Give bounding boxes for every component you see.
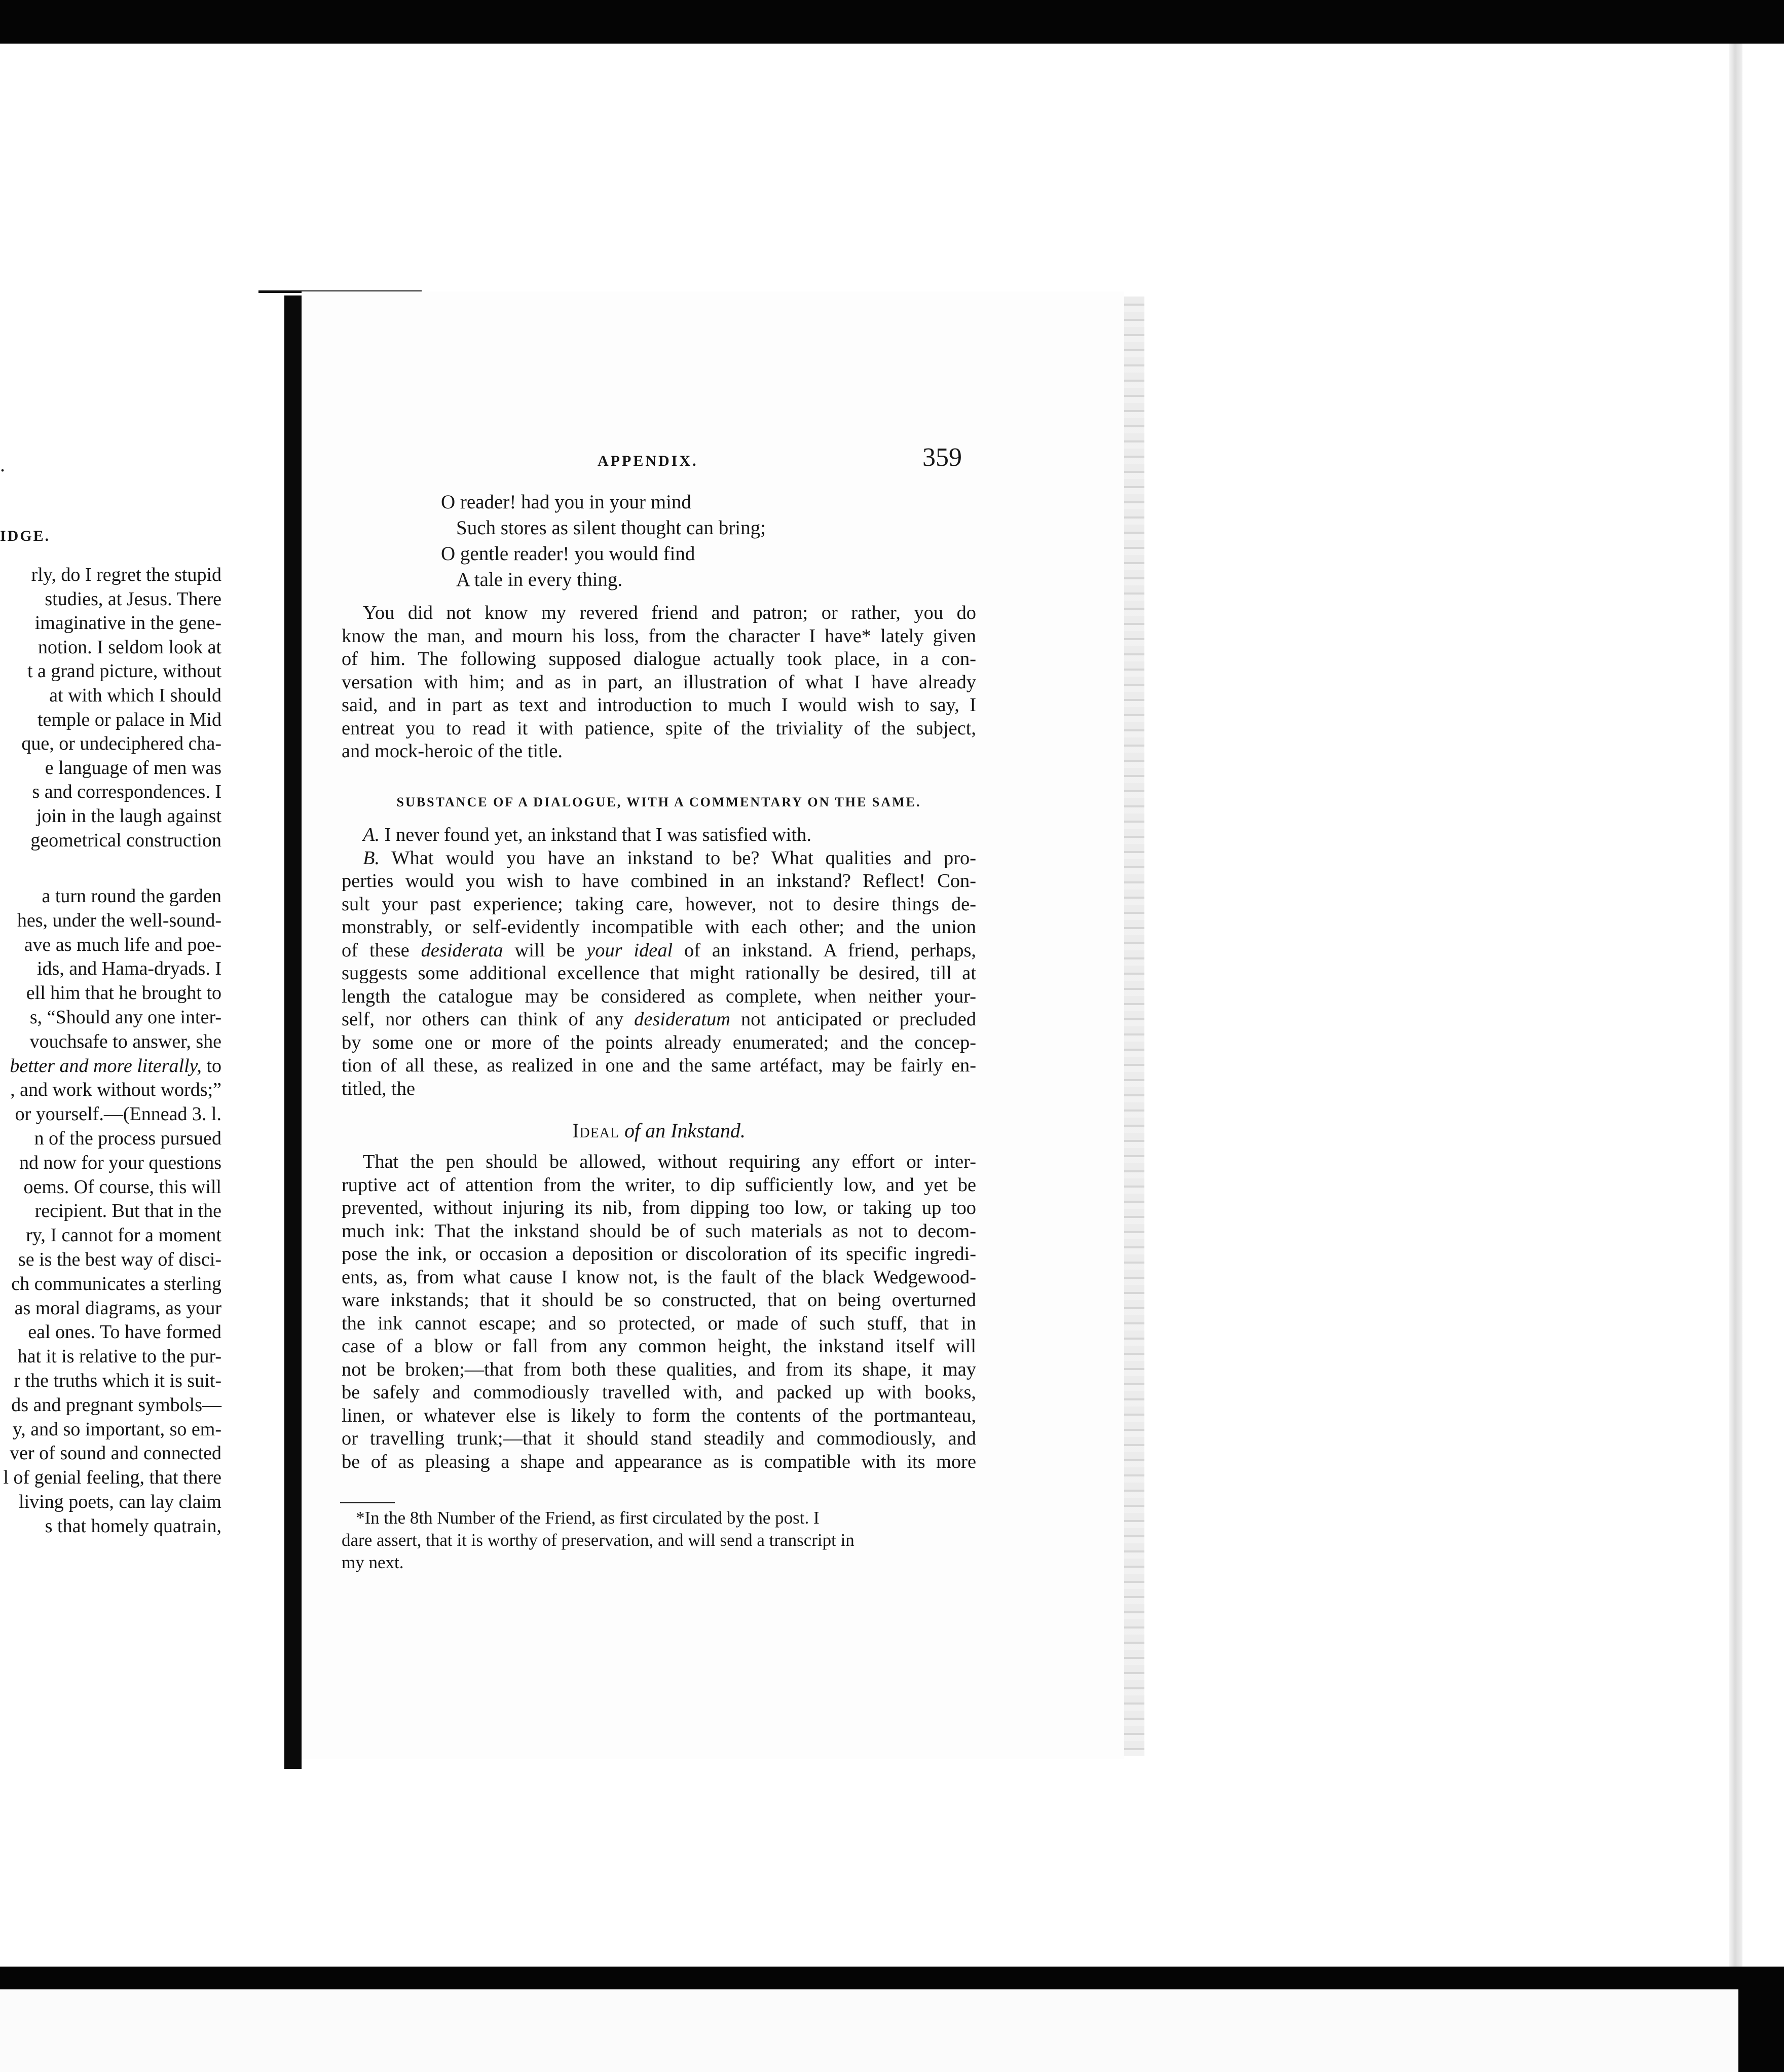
dialogue-a-text: I never found yet, an inkstand that I was satisfied with. bbox=[384, 824, 811, 845]
dialogue-a bbox=[342, 824, 976, 847]
left-page-line: s that homely quatrain, bbox=[45, 1515, 221, 1537]
left-page-line: ry, I cannot for a moment bbox=[26, 1225, 221, 1246]
left-page-line: ell him that he brought to bbox=[26, 982, 221, 1004]
text-line: ware inkstands; that it should be so constructed, that on being overturned bbox=[342, 1289, 976, 1311]
left-page-line: hat it is relative to the pur- bbox=[17, 1346, 221, 1367]
ideal-heading-rest: of an Inkstand. bbox=[624, 1119, 746, 1142]
text-line: linen, or whatever else is likely to form the contents of the portmanteau, bbox=[342, 1404, 976, 1426]
dialogue-b-text: What would you have an inkstand to be? What qualities and pro- bbox=[391, 847, 976, 869]
text-line: suggests some additional excellence that might rationally be desired, till at bbox=[342, 963, 976, 984]
left-page-line: or yourself.—(Ennead 3. l. bbox=[15, 1103, 221, 1125]
page-number: 359 bbox=[922, 443, 962, 472]
verse bbox=[441, 489, 766, 593]
dialogue-b bbox=[342, 847, 976, 870]
left-page-line: geometrical construction bbox=[30, 830, 221, 851]
text-line: monstrably, or self-evidently incompatible with each other; and the union bbox=[342, 916, 976, 938]
scan-border-top bbox=[0, 0, 1784, 44]
text-line: much ink: That the inkstand should be of such materials as not to decom- bbox=[342, 1220, 976, 1242]
text-line: You did not know my revered friend and patron; or rather, you do bbox=[363, 602, 976, 623]
left-page-line: as moral diagrams, as your bbox=[14, 1298, 221, 1319]
text-line: and mock-heroic of the title. bbox=[342, 741, 563, 762]
left-page-line: hes, under the well-sound- bbox=[17, 910, 221, 931]
text-line: of him. The following supposed dialogue actually took place, in a con- bbox=[342, 648, 976, 670]
left-page-line: nd now for your questions bbox=[19, 1152, 221, 1173]
text-line: not be broken;—that from both these qualities, and from its shape, it may bbox=[342, 1358, 976, 1380]
left-page-line: imaginative in the gene- bbox=[34, 612, 221, 634]
left-page-line: s, “Should any one inter- bbox=[29, 1007, 221, 1028]
text-line: tion of all these, as realized in one and the same artéfact, may be fairly en- bbox=[342, 1055, 976, 1076]
left-page-line: vouchsafe to answer, she bbox=[29, 1031, 221, 1052]
text-line: ents, as, from what cause I know not, is the fault of the black Wedgewood- bbox=[342, 1266, 976, 1288]
text-line: length the catalogue may be considered as complete, when neither your- bbox=[342, 985, 976, 1007]
text-line: perties would you wish to have combined in an inkstand? Reflect! Con- bbox=[342, 870, 976, 892]
left-page-line: y, and so important, so em- bbox=[12, 1419, 221, 1440]
left-page-heading: IDGE. bbox=[0, 528, 51, 544]
left-page-line: r the truths which it is suit- bbox=[14, 1370, 221, 1391]
left-page-line: se is the best way of disci- bbox=[18, 1249, 221, 1270]
speaker-a: A. bbox=[363, 824, 380, 845]
left-page-line: at with which I should bbox=[49, 685, 221, 706]
left-page-line: notion. I seldom look at bbox=[38, 637, 221, 658]
left-page-line: living poets, can lay claim bbox=[19, 1491, 221, 1512]
footnote-rule bbox=[340, 1502, 395, 1503]
left-page-line: better and more literally, to bbox=[10, 1055, 221, 1077]
left-page-line: e language of men was bbox=[45, 757, 221, 779]
text-line: entreat you to read it with patience, spite of the triviality of the subject, bbox=[342, 717, 976, 739]
text-line: case of a blow or fall from any common height, the inkstand itself will bbox=[342, 1336, 976, 1357]
left-page-line: t a grand picture, without bbox=[27, 660, 221, 682]
text-line: That the pen should be allowed, without requiring any effort or inter- bbox=[363, 1151, 976, 1172]
text-line: be of as pleasing a shape and appearance as is compatible with its more bbox=[342, 1451, 976, 1472]
verse-line: O gentle reader! you would find bbox=[441, 543, 695, 565]
page-fore-edge bbox=[1124, 297, 1144, 1756]
text-line: know the man, and mourn his loss, from the character I have* lately given bbox=[342, 625, 976, 647]
footnote-line: dare assert, that it is worthy of preservation, and will send a transcript in bbox=[342, 1530, 854, 1550]
text-line: the ink cannot escape; and so protected, or made of such stuff, that in bbox=[342, 1312, 976, 1334]
ideal-heading bbox=[342, 1119, 976, 1142]
next-sheet-edge bbox=[0, 1989, 1738, 2072]
left-page-line: ds and pregnant symbols— bbox=[11, 1394, 221, 1416]
left-page-line: ave as much life and poe- bbox=[24, 934, 221, 955]
footnote-line: *In the 8th Number of the Friend, as first circulated by the post. I bbox=[356, 1508, 820, 1528]
dialogue-heading: SUBSTANCE OF A DIALOGUE, WITH A COMMENTARY ON THE SAME. bbox=[396, 795, 921, 809]
left-page-line: temple or palace in Mid bbox=[38, 709, 221, 730]
left-page bbox=[0, 0, 248, 1967]
running-head: APPENDIX. bbox=[598, 453, 698, 469]
text-line: said, and in part as text and introduction to much I would wish to say, I bbox=[342, 694, 976, 716]
dialogue bbox=[342, 824, 976, 1100]
text-line: self, nor others can think of any desideratum not anticipated or precluded bbox=[342, 1009, 977, 1030]
text-line: pose the ink, or occasion a deposition or discoloration of its specific ingredi- bbox=[342, 1243, 976, 1265]
paragraph-intro bbox=[342, 602, 976, 763]
sheet-edge-right bbox=[1729, 44, 1742, 1967]
speaker-b: B. bbox=[363, 847, 380, 869]
text-line: be safely and commodiously travelled with, and packed up with books, bbox=[342, 1382, 976, 1403]
text-line: or travelling trunk;—that it should stand steadily and commodiously, and bbox=[342, 1428, 976, 1449]
footnote bbox=[342, 1507, 976, 1574]
left-page-line: ids, and Hama-dryads. I bbox=[36, 958, 221, 979]
footnote-line: my next. bbox=[342, 1552, 404, 1572]
text-line: prevented, without injuring its nib, from dipping too low, or taking up too bbox=[342, 1197, 976, 1218]
left-page-line: , and work without words;” bbox=[10, 1079, 221, 1100]
left-page-line: recipient. But that in the bbox=[34, 1200, 221, 1222]
verse-line: Such stores as silent thought can bring; bbox=[456, 517, 766, 539]
book-spine bbox=[284, 295, 302, 1769]
left-page-line: ver of sound and connected bbox=[10, 1442, 221, 1464]
text-line: titled, the bbox=[342, 1078, 415, 1099]
left-page-line: join in the laugh against bbox=[36, 805, 221, 827]
ideal-heading-sc: Ideal bbox=[572, 1119, 620, 1142]
left-page-line: que, or undeciphered cha- bbox=[21, 733, 221, 754]
text-line: by some one or more of the points already enumerated; and the concep- bbox=[342, 1031, 976, 1053]
left-page-line: oems. Of course, this will bbox=[23, 1176, 221, 1198]
left-page-line: a turn round the garden bbox=[42, 885, 221, 907]
text-line: sult your past experience; taking care, however, not to desire things de- bbox=[342, 893, 976, 915]
left-page-line: s and correspondences. I bbox=[32, 781, 221, 802]
left-page-line: rly, do I regret the stupid bbox=[31, 564, 221, 585]
left-page-line: studies, at Jesus. There bbox=[45, 588, 221, 610]
verse-line: O reader! had you in your mind bbox=[441, 491, 691, 513]
left-page-line: eal ones. To have formed bbox=[28, 1321, 221, 1343]
page-359 bbox=[302, 291, 1124, 1759]
text-line: ruptive act of attention from the writer, to dip sufficiently low, and yet be bbox=[342, 1174, 976, 1196]
text-line: versation with him; and as in part, an illustration of what I have already bbox=[342, 671, 976, 693]
left-page-line: l of genial feeling, that there bbox=[3, 1467, 221, 1488]
paragraph-ideal bbox=[342, 1151, 976, 1473]
left-page-mark: . bbox=[0, 453, 5, 476]
left-page-line: ch communicates a sterling bbox=[11, 1273, 221, 1294]
verse-line: A tale in every thing. bbox=[456, 569, 623, 590]
left-page-line: n of the process pursued bbox=[34, 1128, 221, 1149]
text-line: of these desiderata will be your ideal of an inkstand. A friend, perhaps, bbox=[342, 939, 976, 961]
